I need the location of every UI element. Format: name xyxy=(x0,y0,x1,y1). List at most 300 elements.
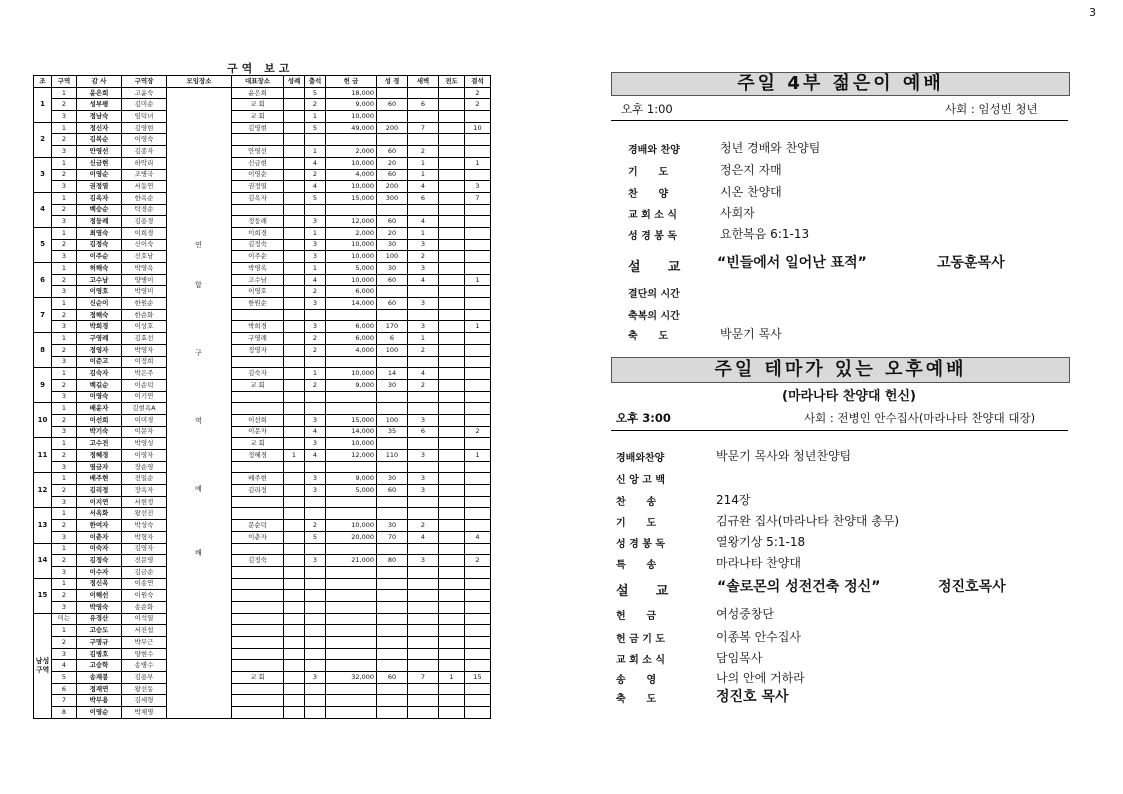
report-cell: 김리정 xyxy=(77,485,122,497)
table-row xyxy=(34,391,491,403)
table-row xyxy=(34,333,491,345)
report-cell xyxy=(326,601,377,613)
report-cell xyxy=(232,625,284,637)
report-cell: 10,000 xyxy=(326,520,377,532)
table-row xyxy=(34,239,491,251)
report-cell xyxy=(377,683,408,695)
report-cell: 하악리 xyxy=(122,157,167,169)
report-cell: 김현옥A xyxy=(122,403,167,415)
report-cell: 6,000 xyxy=(326,321,377,333)
report-cell xyxy=(408,695,439,707)
table-row xyxy=(34,450,491,462)
report-cell: 1 xyxy=(52,333,77,345)
report-cell xyxy=(377,356,408,368)
report-cell xyxy=(408,204,439,216)
report-cell xyxy=(284,555,305,567)
report-cell: 3 xyxy=(52,461,77,473)
report-cell: 신금현 xyxy=(232,157,284,169)
report-cell: 10,000 xyxy=(326,181,377,193)
report-cell: 이미경 xyxy=(122,414,167,426)
report-cell: 김복순 xyxy=(77,134,122,146)
report-cell xyxy=(232,660,284,672)
report-cell: 6 xyxy=(52,683,77,695)
report-cell xyxy=(284,251,305,263)
report-header-cell: 헌 금 xyxy=(326,76,377,88)
report-cell: 3 xyxy=(52,426,77,438)
report-cell: 15,000 xyxy=(326,414,377,426)
service4-sermon-title: “빈들에서 일어난 표적” xyxy=(717,255,867,271)
report-cell xyxy=(439,239,465,251)
report-cell: 이상호 xyxy=(122,321,167,333)
report-cell: 10,000 xyxy=(326,239,377,251)
report-cell: 이선희 xyxy=(232,414,284,426)
report-cell xyxy=(439,344,465,356)
report-cell: 박형자 xyxy=(122,531,167,543)
report-cell: 박기숙 xyxy=(77,426,122,438)
report-cell xyxy=(284,473,305,485)
report-cell: 3 xyxy=(305,473,326,485)
report-cell: 2 xyxy=(408,251,439,263)
report-cell: 최영숙 xyxy=(77,227,122,239)
report-cell: 김옥자 xyxy=(232,192,284,204)
report-cell: 김영자 xyxy=(122,543,167,555)
report-cell: 4 xyxy=(305,157,326,169)
report-cell xyxy=(305,625,326,637)
report-cell: 고윤숙 xyxy=(122,87,167,99)
table-row xyxy=(34,309,491,321)
report-cell: 3 xyxy=(408,321,439,333)
report-cell: 정혜경 xyxy=(77,450,122,462)
report-cell xyxy=(408,438,439,450)
report-cell xyxy=(439,660,465,672)
jo-cell: 8 xyxy=(34,333,52,368)
report-cell: 윤은희 xyxy=(232,87,284,99)
report-cell: 2 xyxy=(52,309,77,321)
report-title: 구역 보고 xyxy=(227,62,294,75)
report-cell xyxy=(439,309,465,321)
service4-preacher: 고동훈목사 xyxy=(937,255,1005,271)
report-cell xyxy=(439,695,465,707)
report-cell xyxy=(439,590,465,602)
report-cell: 이영순 xyxy=(77,707,122,719)
report-cell xyxy=(465,566,491,578)
meeting-place-cell xyxy=(167,87,232,718)
report-cell xyxy=(465,239,491,251)
report-header-cell: 모임장소 xyxy=(167,76,232,88)
report-cell: 1 xyxy=(52,368,77,380)
service-item-label: 기 도 xyxy=(628,167,669,178)
report-cell xyxy=(377,648,408,660)
report-cell xyxy=(305,543,326,555)
report-cell: 이영숙 xyxy=(122,134,167,146)
report-cell: 이정희 xyxy=(122,356,167,368)
report-cell: 3 xyxy=(305,555,326,567)
report-cell: 7 xyxy=(408,122,439,134)
report-cell: 2 xyxy=(52,344,77,356)
service-item-label: 찬 송 xyxy=(616,497,657,508)
report-cell xyxy=(377,134,408,146)
report-cell xyxy=(408,578,439,590)
report-cell xyxy=(326,695,377,707)
report-cell: 1 xyxy=(52,157,77,169)
report-cell: 10,000 xyxy=(326,251,377,263)
report-cell xyxy=(284,169,305,181)
report-cell: 김효선 xyxy=(122,333,167,345)
report-cell xyxy=(326,356,377,368)
report-cell: 고승도 xyxy=(77,625,122,637)
report-cell xyxy=(284,613,305,625)
report-cell: 1 xyxy=(465,450,491,462)
report-cell xyxy=(284,309,305,321)
report-cell xyxy=(465,379,491,391)
report-cell xyxy=(408,625,439,637)
report-cell xyxy=(439,169,465,181)
report-cell xyxy=(326,590,377,602)
report-cell xyxy=(232,683,284,695)
report-cell: 장옥자 xyxy=(122,485,167,497)
report-cell: 80 xyxy=(377,555,408,567)
report-cell xyxy=(439,122,465,134)
report-cell xyxy=(232,613,284,625)
report-cell xyxy=(305,391,326,403)
report-cell: 3 xyxy=(408,450,439,462)
report-cell xyxy=(377,309,408,321)
report-cell: 1 xyxy=(408,227,439,239)
report-header-cell: 구역장 xyxy=(122,76,167,88)
report-cell: 2 xyxy=(52,520,77,532)
report-cell xyxy=(284,298,305,310)
report-cell xyxy=(439,368,465,380)
report-cell: 110 xyxy=(377,450,408,462)
report-cell xyxy=(465,111,491,123)
district-report-table xyxy=(33,75,491,719)
afternoon-benediction-label: 축 도 xyxy=(616,694,657,705)
report-cell xyxy=(326,403,377,415)
report-cell xyxy=(439,274,465,286)
afternoon-preacher: 정진호목사 xyxy=(938,579,1006,595)
report-cell xyxy=(408,543,439,555)
service4-time: 오후 1:00 xyxy=(621,102,673,116)
table-row xyxy=(34,146,491,158)
table-row xyxy=(34,181,491,193)
report-cell xyxy=(408,87,439,99)
report-header-cell: 구역 xyxy=(52,76,77,88)
report-cell xyxy=(326,683,377,695)
report-cell xyxy=(465,660,491,672)
report-cell: 왕선동 xyxy=(122,683,167,695)
report-cell: 이준고 xyxy=(77,356,122,368)
report-cell xyxy=(305,707,326,719)
report-cell xyxy=(326,625,377,637)
table-row xyxy=(34,637,491,649)
report-cell: 3 xyxy=(52,216,77,228)
report-cell: 이원숙 xyxy=(122,590,167,602)
jo-cell: 3 xyxy=(34,157,52,192)
report-cell xyxy=(305,204,326,216)
report-cell xyxy=(439,637,465,649)
report-cell xyxy=(284,438,305,450)
report-cell: 정신자 xyxy=(77,122,122,134)
report-cell: 김정숙 xyxy=(232,239,284,251)
table-row xyxy=(34,578,491,590)
report-cell: 3 xyxy=(52,566,77,578)
report-cell: 염금자 xyxy=(77,461,122,473)
report-cell: 조병국 xyxy=(122,169,167,181)
report-cell xyxy=(377,590,408,602)
report-cell xyxy=(439,566,465,578)
table-row xyxy=(34,216,491,228)
report-cell: 구명규 xyxy=(77,637,122,649)
report-cell xyxy=(439,473,465,485)
report-cell: 170 xyxy=(377,321,408,333)
report-cell: 박영성 xyxy=(122,438,167,450)
report-cell xyxy=(408,590,439,602)
report-cell: 김숙자 xyxy=(77,368,122,380)
table-row xyxy=(34,520,491,532)
report-cell: 허해숙 xyxy=(77,263,122,275)
afternoon-benediction: 정진호 목사 xyxy=(716,689,789,705)
report-cell: 김옥자 xyxy=(77,192,122,204)
report-cell xyxy=(232,590,284,602)
report-header-cell: 대표장소 xyxy=(232,76,284,88)
divider xyxy=(611,430,1068,431)
report-cell: 2 xyxy=(52,485,77,497)
report-cell xyxy=(326,309,377,321)
service-item-label: 특 송 xyxy=(616,560,657,571)
report-cell xyxy=(439,111,465,123)
report-cell xyxy=(439,216,465,228)
table-row xyxy=(34,274,491,286)
report-cell: 200 xyxy=(377,122,408,134)
report-header-cell: 전도 xyxy=(439,76,465,88)
table-row xyxy=(34,625,491,637)
table-row xyxy=(34,134,491,146)
report-cell xyxy=(232,356,284,368)
report-cell xyxy=(408,613,439,625)
report-cell xyxy=(305,648,326,660)
report-cell xyxy=(305,496,326,508)
report-cell xyxy=(408,286,439,298)
report-cell: 4 xyxy=(305,274,326,286)
report-cell: 2,000 xyxy=(326,227,377,239)
report-cell: 4 xyxy=(305,181,326,193)
report-cell: 3 xyxy=(305,216,326,228)
report-cell xyxy=(232,695,284,707)
table-row xyxy=(34,122,491,134)
report-cell: 30 xyxy=(377,473,408,485)
report-cell xyxy=(284,344,305,356)
report-cell: 2 xyxy=(408,344,439,356)
report-header-cell: 성례 xyxy=(284,76,305,88)
report-cell: 32,000 xyxy=(326,672,377,684)
report-cell xyxy=(465,298,491,310)
table-row xyxy=(34,695,491,707)
report-cell xyxy=(439,227,465,239)
report-cell: 안영선 xyxy=(77,146,122,158)
report-cell xyxy=(284,111,305,123)
report-cell xyxy=(465,134,491,146)
report-cell: 3 xyxy=(52,601,77,613)
report-cell: 10 xyxy=(465,122,491,134)
report-cell: 이춘자 xyxy=(232,531,284,543)
report-cell: 5 xyxy=(305,87,326,99)
service-item-label: 신 앙 고 백 xyxy=(616,475,666,486)
report-cell: 정재연 xyxy=(77,683,122,695)
report-cell xyxy=(326,204,377,216)
table-row xyxy=(34,99,491,111)
report-cell xyxy=(232,461,284,473)
service-item-value: 열왕기상 5:1-18 xyxy=(716,535,806,549)
report-cell xyxy=(377,707,408,719)
report-cell xyxy=(232,578,284,590)
report-cell: 3 xyxy=(305,321,326,333)
jo-cell: 남성구역 xyxy=(34,613,52,718)
report-cell: 6 xyxy=(408,192,439,204)
report-cell xyxy=(439,157,465,169)
report-header-cell: 결석 xyxy=(465,76,491,88)
report-cell xyxy=(465,707,491,719)
table-row xyxy=(34,368,491,380)
report-cell: 9,000 xyxy=(326,99,377,111)
report-cell: 6,000 xyxy=(326,286,377,298)
report-cell: 정둥례 xyxy=(77,216,122,228)
table-row xyxy=(34,414,491,426)
report-cell xyxy=(377,111,408,123)
report-cell xyxy=(439,321,465,333)
report-cell: 6,000 xyxy=(326,333,377,345)
report-cell xyxy=(408,637,439,649)
report-cell xyxy=(326,566,377,578)
report-cell: 왕선진 xyxy=(122,508,167,520)
afternoon-sermon-label: 설 교 xyxy=(616,584,669,599)
jo-cell: 12 xyxy=(34,473,52,508)
report-header-cell: 출석 xyxy=(305,76,326,88)
report-cell: 4 xyxy=(408,368,439,380)
table-row xyxy=(34,531,491,543)
report-cell xyxy=(439,99,465,111)
report-cell: 임덕녀 xyxy=(122,111,167,123)
report-cell xyxy=(284,333,305,345)
service-item-label: 성 경 봉 독 xyxy=(616,539,666,550)
report-cell xyxy=(439,403,465,415)
report-cell xyxy=(377,403,408,415)
report-cell: 7 xyxy=(408,672,439,684)
service-item-value: 김규완 집사(마라나타 찬양대 총무) xyxy=(716,514,900,528)
report-cell: 1 xyxy=(52,625,77,637)
report-cell: 12,000 xyxy=(326,216,377,228)
service4-sermon-label: 설 교 xyxy=(628,260,681,275)
report-cell xyxy=(284,227,305,239)
report-cell: 4 xyxy=(408,274,439,286)
report-cell: 3 xyxy=(305,239,326,251)
report-cell: 1 xyxy=(52,543,77,555)
report-cell xyxy=(465,601,491,613)
report-cell xyxy=(305,403,326,415)
report-cell: 이문자 xyxy=(232,426,284,438)
report-cell xyxy=(408,134,439,146)
report-cell xyxy=(439,414,465,426)
report-cell: 유경산 xyxy=(77,613,122,625)
report-cell xyxy=(439,426,465,438)
table-row xyxy=(34,555,491,567)
report-cell: 송재봉 xyxy=(77,672,122,684)
report-cell xyxy=(465,473,491,485)
report-cell: 1 xyxy=(52,227,77,239)
report-cell xyxy=(284,695,305,707)
report-cell: 이기연 xyxy=(122,391,167,403)
report-cell xyxy=(232,707,284,719)
report-cell xyxy=(408,508,439,520)
report-cell: 60 xyxy=(377,99,408,111)
report-cell xyxy=(377,543,408,555)
afternoon-time: 오후 3:00 xyxy=(616,411,671,425)
report-cell xyxy=(284,181,305,193)
report-cell xyxy=(439,613,465,625)
service-item-label: 찬 양 xyxy=(628,189,669,200)
report-cell: 박영자 xyxy=(122,344,167,356)
report-cell: 백승순 xyxy=(77,204,122,216)
report-cell xyxy=(465,695,491,707)
table-row xyxy=(34,496,491,508)
table-row xyxy=(34,379,491,391)
report-cell xyxy=(465,438,491,450)
report-header-cell: 새벽 xyxy=(408,76,439,88)
report-cell xyxy=(439,391,465,403)
report-cell: 교 회 xyxy=(232,672,284,684)
table-row xyxy=(34,590,491,602)
report-cell xyxy=(439,531,465,543)
report-cell: 배주현 xyxy=(77,473,122,485)
report-cell xyxy=(408,391,439,403)
report-cell: 3 xyxy=(52,321,77,333)
report-cell: 서옥화 xyxy=(77,508,122,520)
report-cell xyxy=(326,707,377,719)
meeting-place-char: 연 xyxy=(195,240,202,249)
table-row xyxy=(34,169,491,181)
report-cell: 6 xyxy=(408,99,439,111)
report-cell: 이문자 xyxy=(122,426,167,438)
report-cell: 7 xyxy=(52,695,77,707)
report-cell: 18,000 xyxy=(326,87,377,99)
report-cell xyxy=(377,438,408,450)
report-cell: 김영현 xyxy=(122,122,167,134)
report-cell xyxy=(465,344,491,356)
report-cell: 서현정 xyxy=(122,496,167,508)
report-cell xyxy=(284,578,305,590)
report-cell: 5,000 xyxy=(326,263,377,275)
report-cell xyxy=(326,660,377,672)
report-cell xyxy=(408,683,439,695)
jo-cell: 4 xyxy=(34,192,52,227)
report-cell: 2 xyxy=(52,99,77,111)
report-cell: 배윤자 xyxy=(77,403,122,415)
report-cell xyxy=(377,204,408,216)
report-cell: 3 xyxy=(408,298,439,310)
report-cell: 100 xyxy=(377,344,408,356)
service-item-label: 성 경 봉 독 xyxy=(628,231,678,242)
report-cell: 문순덕 xyxy=(232,520,284,532)
report-cell xyxy=(284,531,305,543)
report-cell: 이숙자 xyxy=(77,543,122,555)
report-cell: 신순이 xyxy=(77,298,122,310)
report-cell: 성부평 xyxy=(77,99,122,111)
report-cell: 1 xyxy=(465,157,491,169)
report-cell xyxy=(305,578,326,590)
report-cell xyxy=(465,637,491,649)
report-cell: 1 xyxy=(52,508,77,520)
report-cell: 60 xyxy=(377,274,408,286)
report-cell xyxy=(408,461,439,473)
